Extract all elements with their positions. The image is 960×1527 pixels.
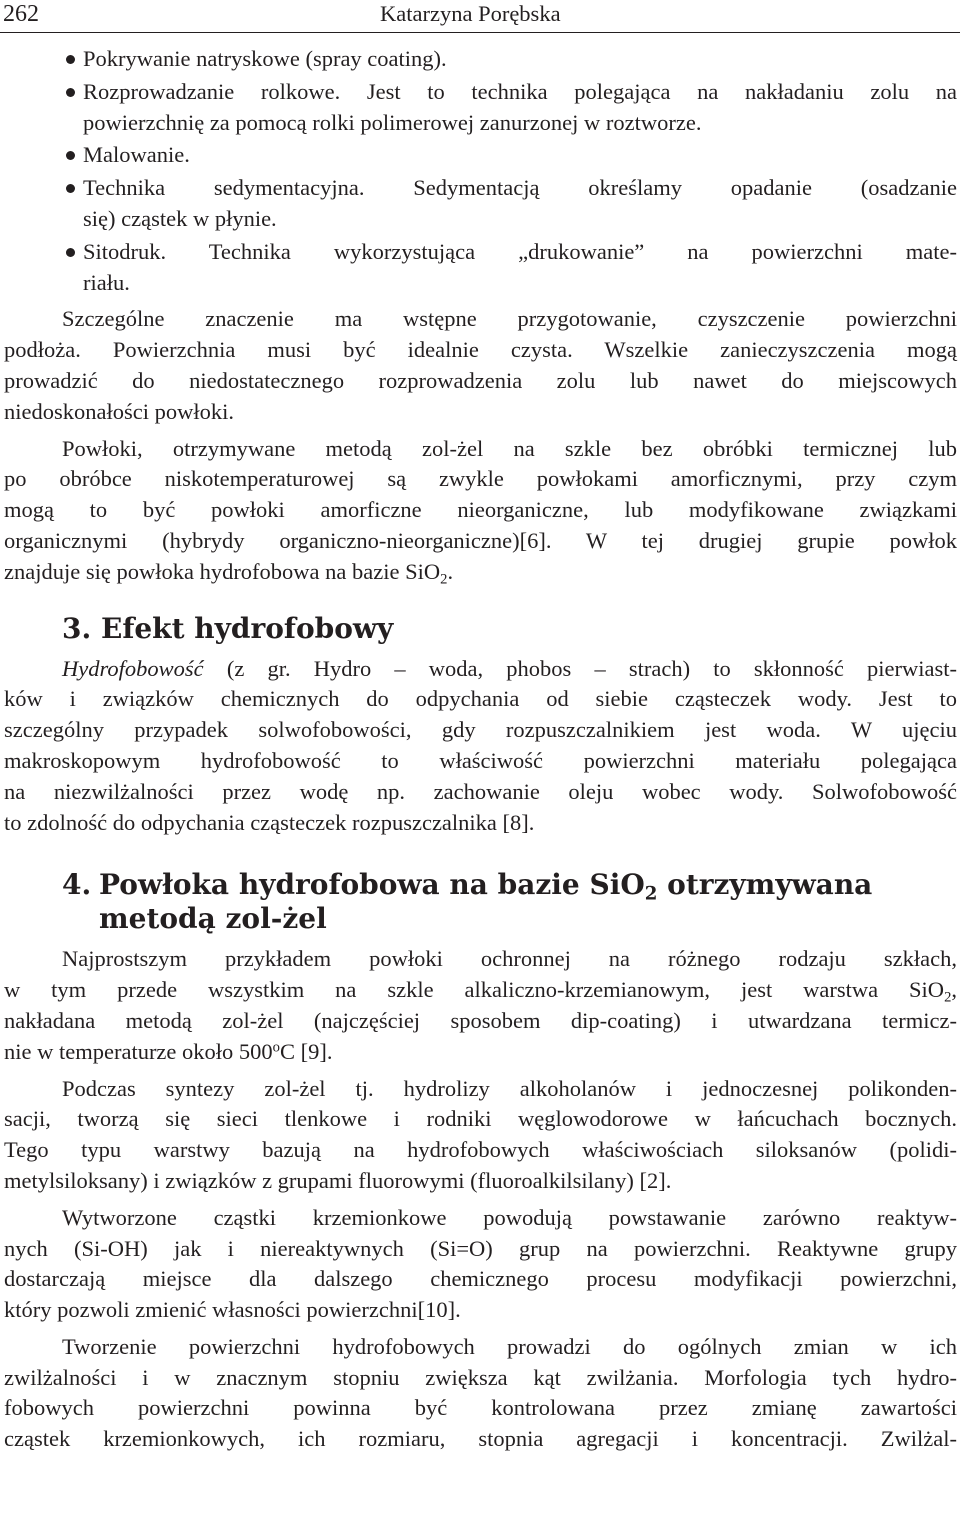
text-line: Sitodruk. Technika wykorzystująca „drukowanie” na powierzchni mate- <box>83 238 957 264</box>
bullet-item <box>4 77 957 139</box>
text-span: , <box>951 977 957 1003</box>
text-line: sacji, tworzą się sieci tlenkowe i rodniki węglowodorowe w łańcuchach bocznych. <box>4 1106 957 1132</box>
text-line: riału. <box>83 269 130 295</box>
text-line: Powłoki, otrzymywane metodą zol-żel na szkle bez obróbki termicznej lub <box>62 435 957 461</box>
text-line: fobowych powierzchni powinna być kontrolowana przez zmianę zawartości <box>4 1395 957 1421</box>
text-line: podłoża. Powierzchnia musi być idealnie czysta. Wszelkie zanieczyszczenia mogą <box>4 337 957 363</box>
text-line: zwilżalności i w znacznym stopniu zwiększa kąt zwilżania. Morfologia tych hydro- <box>4 1364 957 1390</box>
text-line <box>4 557 957 588</box>
text-line: cząstek krzemionkowych, ich rozmiaru, stopnia agregacji i koncentracji. Zwilżal- <box>4 1426 957 1452</box>
text-line: niedoskonałości powłoki. <box>4 398 234 424</box>
text-line: Tego typu warstwy bazują na hydrofobowych właściwościach siloksanów (polidi- <box>4 1137 957 1163</box>
text-line: Wytworzone cząstki krzemionkowe powodują powstawanie zarówno reaktyw- <box>62 1204 957 1230</box>
bullet-item <box>4 140 957 171</box>
text-line <box>4 975 957 1006</box>
text-line <box>4 1037 957 1068</box>
text-span: w tym przede wszystkim na szkle alkaliczno-krzemianowym, jest warstwa SiO <box>4 977 945 1003</box>
text-line: makroskopowym hydrofobowość to właściwość powierzchni materiału polegająca <box>4 747 957 773</box>
text-line: który pozwoli zmienić własności powierzchni[10]. <box>4 1297 461 1323</box>
text-line: na niezwilżalności przez wodę np. zachowanie oleju wobec wody. Solwofobowość <box>4 778 957 804</box>
text-line: to zdolność do odpychania cząsteczek rozpuszczalnika [8]. <box>4 809 535 835</box>
text-line: nakładana metodą zol-żel (najczęściej sposobem dip-coating) i utwardzana termicz- <box>4 1007 957 1033</box>
text-line: Technika sedymentacyjna. Sedymentacją określamy opadanie (osadzanie <box>83 175 957 201</box>
text-line: Malowanie. <box>83 142 190 168</box>
text-span: otrzymywana <box>657 868 873 902</box>
text-line: powierzchnię za pomocą rolki polimerowej zanurzonej w roztworze. <box>83 109 702 135</box>
text-line: prowadzić do niedostatecznego rozprowadzenia zolu lub nawet do miejscowych <box>4 367 957 393</box>
text-span: nie w temperaturze około 500 <box>4 1038 273 1064</box>
text-span: C [9]. <box>279 1038 333 1064</box>
subscript: 2 <box>944 989 952 1006</box>
text-line: metylsiloksany) i związków z grupami fluorowymi (fluoroalkilsilany) [2]. <box>4 1167 672 1193</box>
section-heading: 3. Efekt hydrofobowy <box>62 611 394 645</box>
running-head-author: Katarzyna Porębska <box>380 1 561 26</box>
text-span: znajduje się powłoka hydrofobowa na bazie SiO <box>4 558 441 584</box>
text-line: organicznymi (hybrydy organiczno-nieorganiczne)[6]. W tej drugiej grupie powłok <box>4 527 957 553</box>
bullet-item <box>4 173 957 235</box>
text-span: (z gr. Hydro – woda, phobos – strach) to skłonność pierwiast- <box>203 655 957 681</box>
page-content <box>4 44 957 1455</box>
text-line: dostarczają miejsce dla dalszego chemicznego procesu modyfikacji powierzchni, <box>4 1266 957 1292</box>
text-line: Rozprowadzanie rolkowe. Jest to technika polegająca na nakładaniu zolu na <box>83 78 957 104</box>
text-line: mogą to być powłoki amorficzne nieorganiczne, lub modyfikowane związkami <box>4 497 957 523</box>
text-line <box>4 654 957 685</box>
paragraph <box>4 304 957 427</box>
text-line: Najprostszym przykładem powłoki ochronnej na różnego rodzaju szkłach, <box>62 946 957 972</box>
term-italic: Hydrofobowość <box>62 655 204 681</box>
bullet-icon <box>66 184 75 193</box>
header-rule <box>0 32 960 33</box>
text-line: Szczególne znaczenie ma wstępne przygotowanie, czyszczenie powierzchni <box>62 306 957 332</box>
text-line: ków i związków chemicznych do odpychania od siebie cząsteczek wody. Jest to <box>4 686 957 712</box>
paragraph <box>4 944 957 1067</box>
bullet-icon <box>66 55 75 64</box>
text-line: Podczas syntezy zol-żel tj. hydrolizy alkoholanów i jednoczesnej polikonden- <box>62 1075 957 1101</box>
paragraph <box>4 1203 957 1326</box>
section-heading <box>4 868 957 936</box>
bullet-icon <box>66 248 75 257</box>
subscript: 2 <box>440 571 448 588</box>
heading-line: metodą zol-żel <box>99 902 327 936</box>
text-line: się) cząstek w płynie. <box>83 205 277 231</box>
text-line: szczególny przypadek solwofobowości, gdy rozpuszczalnikiem jest woda. W ujęciu <box>4 717 957 743</box>
text-span: Powłoka hydrofobowa na bazie SiO <box>99 868 645 902</box>
paragraph <box>4 654 957 839</box>
text-line: nych (Si-OH) jak i niereaktywnych (Si=O) grup na powierzchni. Reaktywne grupy <box>4 1235 957 1261</box>
page-header <box>0 0 960 30</box>
paragraph <box>4 1074 957 1197</box>
bullet-item <box>4 44 957 75</box>
paragraph <box>4 1332 957 1455</box>
heading-line <box>4 868 957 905</box>
section-number: 4. <box>62 868 92 902</box>
text-span: . <box>447 558 454 584</box>
text-line: po obróbce niskotemperaturowej są zwykle powłokami amorficznymi, przy czym <box>4 466 957 492</box>
bullet-list <box>4 44 957 298</box>
text-line: Pokrywanie natryskowe (spray coating). <box>83 46 447 71</box>
superscript: o <box>272 1039 280 1056</box>
page-number: 262 <box>3 1 39 27</box>
bullet-item <box>4 237 957 299</box>
paragraph <box>4 434 957 588</box>
bullet-icon <box>66 88 75 97</box>
subscript: 2 <box>644 883 658 905</box>
bullet-icon <box>66 151 75 160</box>
text-line: Tworzenie powierzchni hydrofobowych prowadzi do ogólnych zmian w ich <box>62 1333 957 1359</box>
